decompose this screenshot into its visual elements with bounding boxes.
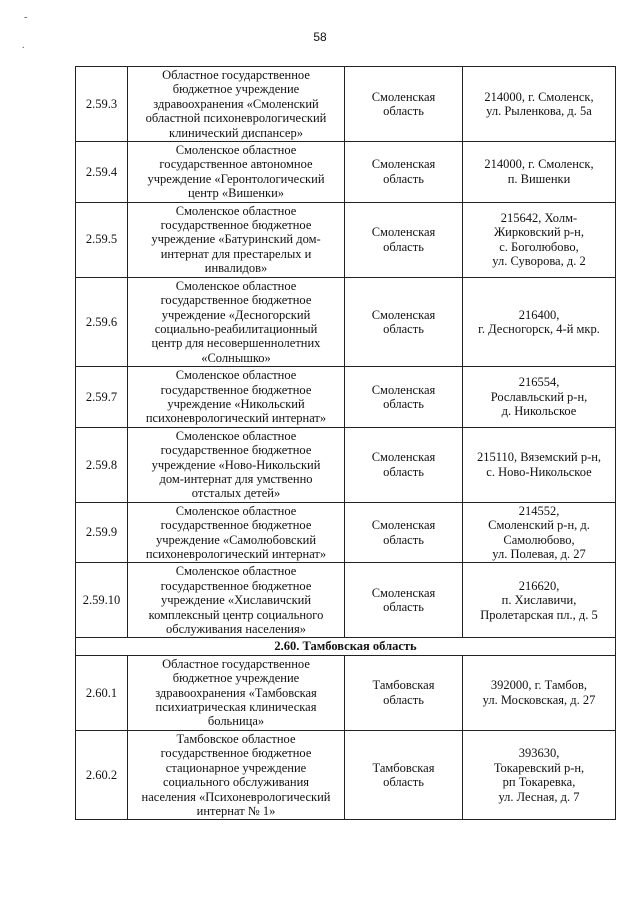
region: Тамбовская область <box>345 655 463 730</box>
section-row <box>76 638 616 655</box>
region: Смоленская область <box>345 502 463 563</box>
address: 216400, г. Десногорск, 4-й мкр. <box>463 277 616 366</box>
institution-name: Смоленское областное государственное бюджетное учреждение «Ново-Никольский дом-интернат для умственно отсталых детей» <box>128 427 345 502</box>
institution-name: Смоленское областное государственное бюджетное учреждение «Хиславичский комплексный центр социального обслуживания населения» <box>128 563 345 638</box>
region: Смоленская область <box>345 202 463 277</box>
institution-name: Тамбовское областное государственное бюджетное стационарное учреждение социального обслуживания населения «Психоневрологический интернат № 1» <box>128 730 345 819</box>
row-number: 2.59.6 <box>76 277 128 366</box>
region: Смоленская область <box>345 367 463 428</box>
table-row <box>76 142 616 203</box>
page-number: 58 <box>313 30 327 44</box>
region: Смоленская область <box>345 277 463 366</box>
institution-name: Смоленское областное государственное бюджетное учреждение «Батуринский дом- интернат для престарелых и инвалидов» <box>128 202 345 277</box>
table-body <box>76 67 616 820</box>
region: Тамбовская область <box>345 730 463 819</box>
row-number: 2.59.3 <box>76 67 128 142</box>
row-number: 2.60.2 <box>76 730 128 819</box>
table-row <box>76 67 616 142</box>
scan-mark: - <box>24 12 28 23</box>
institution-name: Смоленское областное государственное бюджетное учреждение «Самолюбовский психоневрологический интернат» <box>128 502 345 563</box>
section-title: 2.60. Тамбовская область <box>76 638 616 655</box>
table-row <box>76 367 616 428</box>
region: Смоленская область <box>345 142 463 203</box>
row-number: 2.60.1 <box>76 655 128 730</box>
address: 393630, Токаревский р-н, рп Токаревка, ул. Лесная, д. 7 <box>463 730 616 819</box>
address: 215110, Вяземский р-н, с. Ново-Никольское <box>463 427 616 502</box>
scan-mark: . <box>22 40 25 51</box>
address: 214000, г. Смоленск, ул. Рыленкова, д. 5а <box>463 67 616 142</box>
row-number: 2.59.9 <box>76 502 128 563</box>
table-row <box>76 563 616 638</box>
institution-name: Областное государственное бюджетное учреждение здравоохранения «Смоленский областной психоневрологический клинический диспансер» <box>128 67 345 142</box>
row-number: 2.59.8 <box>76 427 128 502</box>
address: 214000, г. Смоленск, п. Вишенки <box>463 142 616 203</box>
table-row <box>76 277 616 366</box>
address: 216620, п. Хиславичи, Пролетарская пл., д. 5 <box>463 563 616 638</box>
row-number: 2.59.4 <box>76 142 128 203</box>
address: 216554, Рославльский р-н, д. Никольское <box>463 367 616 428</box>
table-row <box>76 202 616 277</box>
row-number: 2.59.7 <box>76 367 128 428</box>
table-row <box>76 730 616 819</box>
institution-name: Смоленское областное государственное автономное учреждение «Геронтологический центр «Вишенки» <box>128 142 345 203</box>
region: Смоленская область <box>345 563 463 638</box>
row-number: 2.59.5 <box>76 202 128 277</box>
table-row <box>76 502 616 563</box>
institution-name: Смоленское областное государственное бюджетное учреждение «Никольский психоневрологический интернат» <box>128 367 345 428</box>
address: 215642, Холм- Жирковский р-н, с. Боголюбово, ул. Суворова, д. 2 <box>463 202 616 277</box>
row-number: 2.59.10 <box>76 563 128 638</box>
table-row <box>76 427 616 502</box>
region: Смоленская область <box>345 427 463 502</box>
table-row <box>76 655 616 730</box>
address: 392000, г. Тамбов, ул. Московская, д. 27 <box>463 655 616 730</box>
address: 214552, Смоленский р-н, д. Самолюбово, ул. Полевая, д. 27 <box>463 502 616 563</box>
institutions-table <box>75 66 616 820</box>
institution-name: Смоленское областное государственное бюджетное учреждение «Десногорский социально-реабилитационный центр для несовершеннолетних «Солнышко» <box>128 277 345 366</box>
region: Смоленская область <box>345 67 463 142</box>
institution-name: Областное государственное бюджетное учреждение здравоохранения «Тамбовская психиатрическая клиническая больница» <box>128 655 345 730</box>
